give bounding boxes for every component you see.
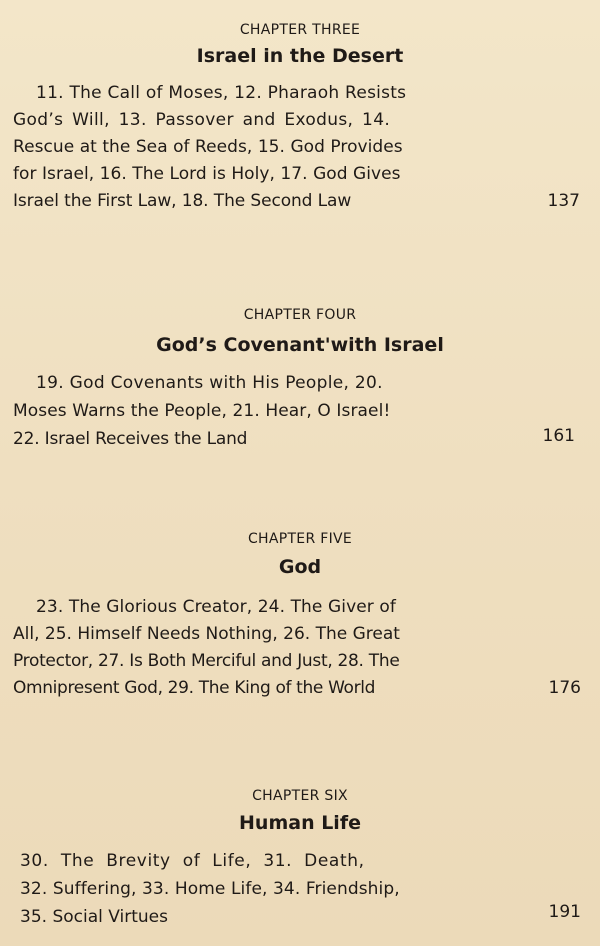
chapter-label: CHAPTER SIX xyxy=(252,788,348,804)
entry-line: All, 25. Himself Needs Nothing, 26. The Great xyxy=(13,624,400,644)
entry-line: 35. Social Virtues xyxy=(20,907,168,927)
page-number: 137 xyxy=(547,191,580,211)
entry-line: Omnipresent God, 29. The King of the World xyxy=(13,678,376,698)
entry-line: God’s Will, 13. Passover and Exodus, 14. xyxy=(13,110,391,130)
entry-line: 11. The Call of Moses, 12. Pharaoh Resists xyxy=(36,83,407,103)
entry-line: 19. God Covenants with His People, 20. xyxy=(36,373,383,393)
page-number: 161 xyxy=(542,426,575,446)
chapter-label: CHAPTER THREE xyxy=(239,22,361,38)
chapter-title: Israel in the Desert xyxy=(196,45,404,67)
page-number: 176 xyxy=(548,678,581,698)
entry-line: Rescue at the Sea of Reeds, 15. God Provides xyxy=(13,137,403,157)
entry-line: 22. Israel Receives the Land xyxy=(13,429,248,449)
entry-line: for Israel, 16. The Lord is Holy, 17. God Gives xyxy=(13,164,401,184)
entry-line: 32. Suffering, 33. Home Life, 34. Friendship, xyxy=(20,879,400,899)
entry-line: 30. The Brevity of Life, 31. Death, xyxy=(20,851,365,871)
entry-line: 23. The Glorious Creator, 24. The Giver of xyxy=(36,597,396,617)
entry-line: Protector, 27. Is Both Merciful and Just, 28. The xyxy=(13,651,400,671)
chapter-label: CHAPTER FIVE xyxy=(247,531,353,547)
chapter-title: God’s Covenant'with Israel xyxy=(156,334,444,356)
page-number: 191 xyxy=(548,902,581,922)
chapter-title: Human Life xyxy=(239,812,361,834)
chapter-title: God xyxy=(278,556,322,578)
entry-line: Moses Warns the People, 21. Hear, O Israel! xyxy=(13,401,391,421)
chapter-label: CHAPTER FOUR xyxy=(243,307,357,323)
entry-line: Israel the First Law, 18. The Second Law xyxy=(13,191,352,211)
